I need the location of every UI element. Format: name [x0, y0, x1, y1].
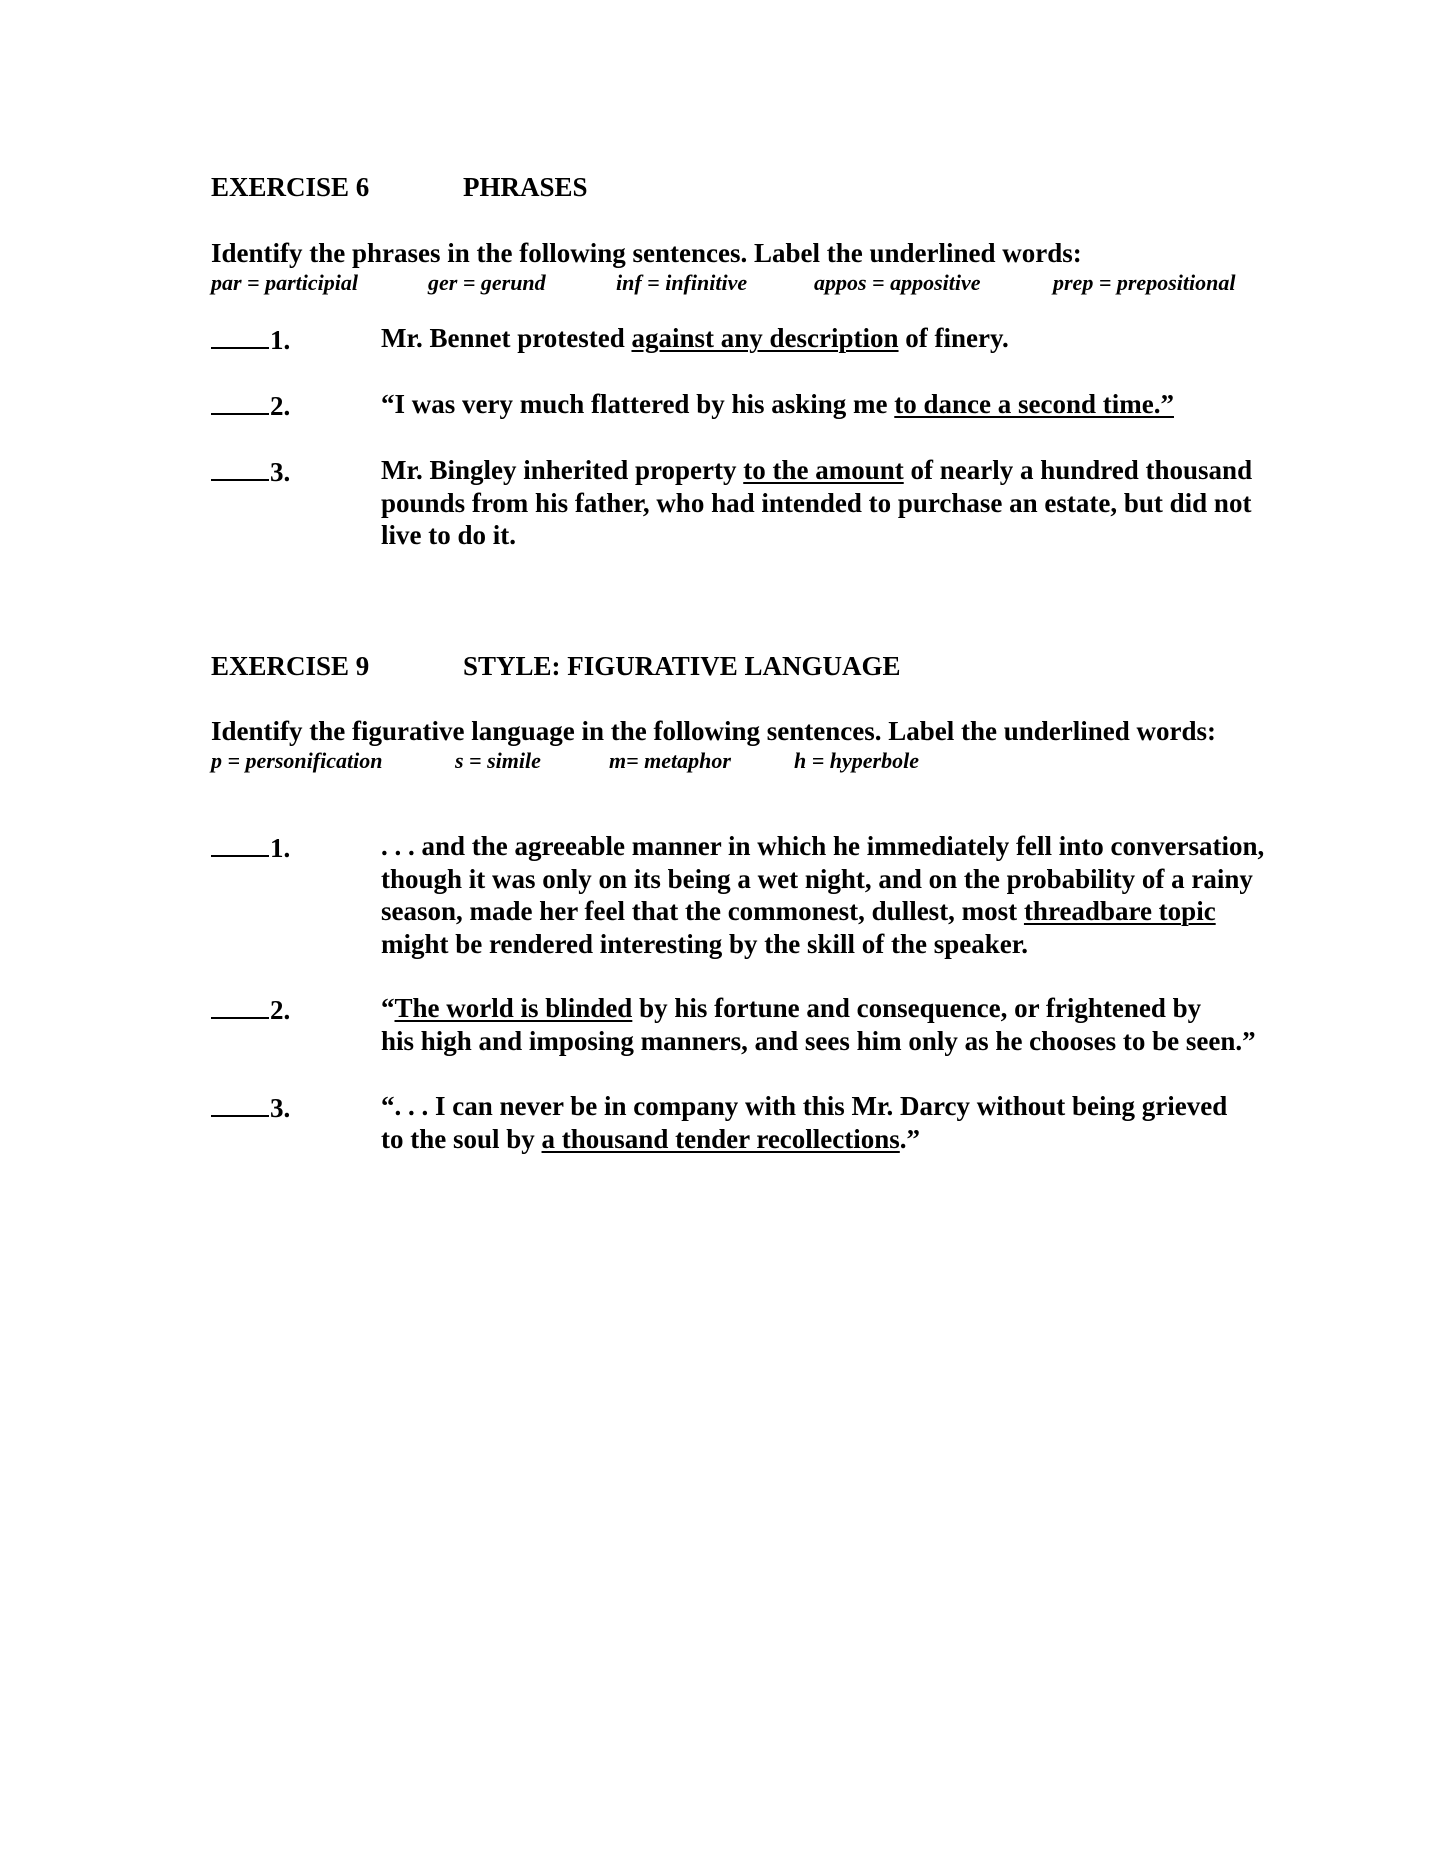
item-sentence: Mr. Bennet protested against any description of finery. — [381, 323, 1009, 353]
item-number: 1. — [270, 325, 291, 355]
item-number: 3. — [270, 1093, 291, 1123]
underlined-phrase: a thousand tender recollections — [541, 1123, 900, 1154]
answer-blank[interactable] — [211, 830, 269, 857]
underlined-phrase: to dance a second time.” — [894, 389, 1174, 419]
item-number: 3. — [270, 457, 291, 487]
legend-appositive: appos = appositive — [814, 270, 981, 295]
underlined-phrase: to the amount — [743, 455, 904, 485]
legend-infinitive: inf = infinitive — [616, 270, 748, 295]
answer-blank[interactable] — [211, 454, 269, 481]
item-sentence: “. . . I can never be in company with this Mr. Darcy without being grieved to the soul by a thousand tender recollections.” — [381, 1091, 1228, 1154]
item-sentence: Mr. Bingley inherited property to the amount of nearly a hundred thousand pounds from his father, who had intended to purchase an estate, but did not live to do it. — [381, 455, 1253, 550]
underlined-phrase: The world is blinded — [394, 993, 633, 1023]
item-sentence: . . . and the agreeable manner in which he immediately fell into conversation, though it was only on its being a wet night, and on the probability of a rainy season, made her feel that the commonest, dullest, most threadbare topic might be rendered interesting by the skill of the speaker. — [381, 831, 1265, 959]
legend-hyperbole: h = hyperbole — [794, 748, 919, 773]
exercise-6-title: PHRASES — [463, 172, 588, 202]
item-sentence: “I was very much flattered by his asking me to dance a second time.” — [381, 389, 1174, 419]
exercise-9-heading — [211, 650, 901, 682]
exercise-6-instruction: Identify the phrases in the following sentences. Label the underlined words: — [211, 238, 1082, 268]
item-number: 2. — [270, 995, 291, 1025]
underlined-phrase: against any description — [631, 323, 899, 353]
exercise-9-instruction: Identify the figurative language in the following sentences. Label the underlined words: — [211, 716, 1217, 746]
legend-participial: par = participial — [211, 270, 358, 295]
exercise-6-label: EXERCISE 6 — [211, 172, 370, 202]
answer-blank[interactable] — [211, 322, 269, 349]
legend-gerund: ger = gerund — [428, 270, 546, 295]
item-sentence: “The world is blinded by his fortune and consequence, or frightened by his high and imposing manners, and sees him only as he chooses to be seen.” — [381, 993, 1256, 1056]
legend-simile: s = simile — [455, 748, 541, 773]
underlined-phrase: threadbare topic — [1023, 896, 1216, 926]
legend-metaphor: m= metaphor — [609, 748, 731, 773]
legend-prepositional: prep = prepositional — [1053, 270, 1236, 295]
exercise-9-label: EXERCISE 9 — [211, 651, 370, 681]
exercise-9-title: STYLE: FIGURATIVE LANGUAGE — [463, 651, 901, 681]
answer-blank[interactable] — [211, 388, 269, 415]
item-number: 1. — [270, 833, 291, 863]
item-number: 2. — [270, 391, 291, 421]
exercise-6-heading — [211, 171, 588, 203]
answer-blank[interactable] — [211, 1090, 269, 1117]
legend-personification: p = personification — [211, 748, 383, 773]
answer-blank[interactable] — [211, 992, 269, 1019]
